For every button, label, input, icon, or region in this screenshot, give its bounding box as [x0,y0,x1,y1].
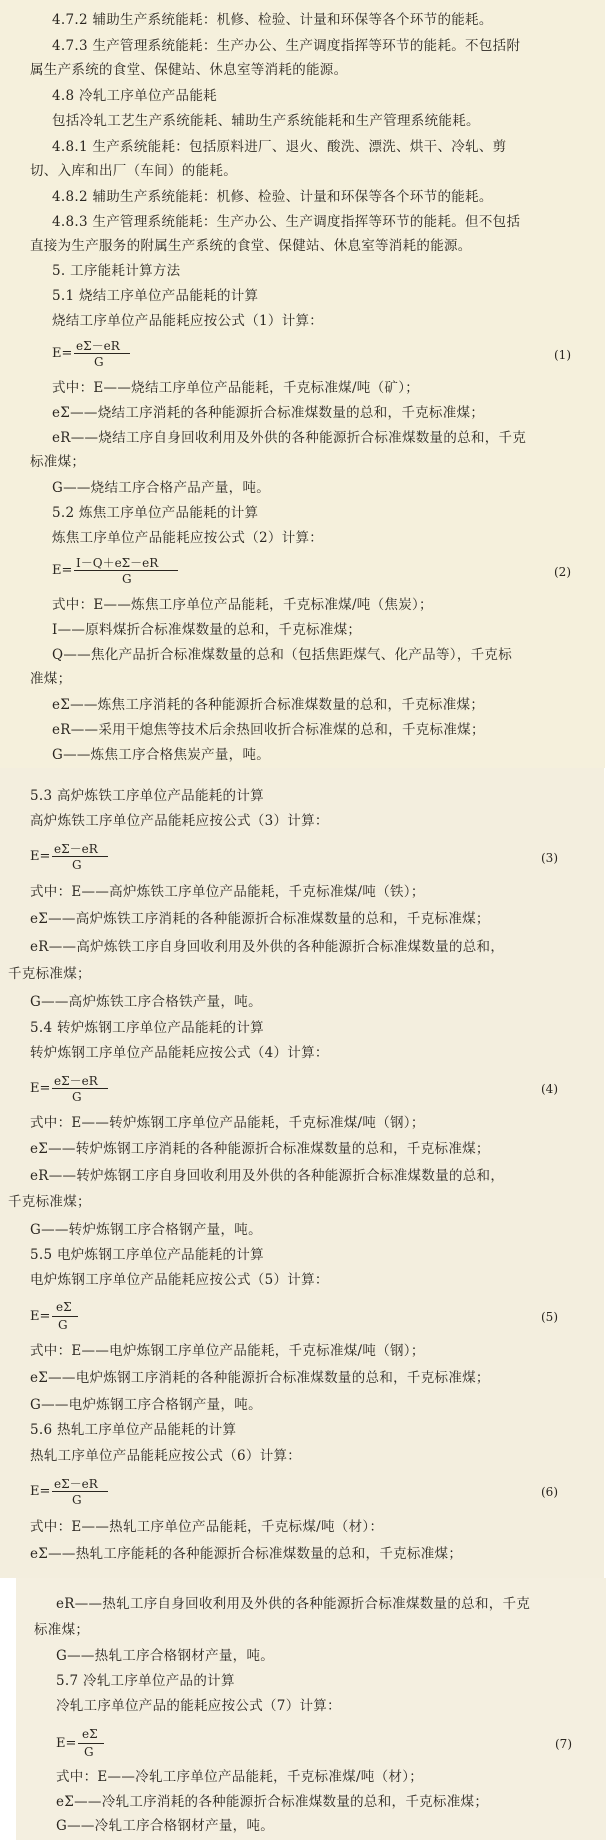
formula-numerator: eΣ [82,1727,98,1741]
formula-numerator: eΣ－eR [54,1477,98,1491]
clause-4-8-3-cont: 直接为生产服务的附属生产系统的食堂、保健站、休息室等消耗的能源。 [30,238,472,254]
where-g-5: G——电炉炼钢工序合格钢产量，吨。 [30,1397,262,1413]
clause-4-7-3: 4.7.3 生产管理系统能耗：生产办公、生产调度指挥等环节的能耗。不包括附 [52,38,521,54]
where-esum-7: eΣ——冷轧工序消耗的各种能源折合标准煤数量的总和，千克标准煤； [56,1794,489,1810]
where-er-6-cont: 标准煤； [34,1622,90,1638]
where-e-5: 式中：E——电炉炼钢工序单位产品能耗，千克标准煤/吨（钢）； [30,1343,425,1359]
where-e-3: 式中：E——高炉炼铁工序单位产品能耗，千克标准煤/吨（铁）； [30,884,425,900]
where-esum-2: eΣ——炼焦工序消耗的各种能源折合标准煤数量的总和，千克标准煤； [52,697,485,713]
formula-denominator: G [72,1493,82,1507]
formula-number-2: (2) [554,565,571,579]
paragraph-4-8: 包括冷轧工艺生产系统能耗、辅助生产系统能耗和生产管理系统能耗。 [52,113,480,129]
formula-number-7: (7) [555,1737,572,1751]
where-esum-1: eΣ——烧结工序消耗的各种能源折合标准煤数量的总和，千克标准煤； [52,405,485,421]
where-er-2: eR——采用干熄焦等技术后余热回收折合标准煤的总和，千克标准煤； [52,722,485,738]
fraction-bar [78,1743,104,1744]
clause-4-8-3: 4.8.3 生产管理系统能耗：生产办公、生产调度指挥等环节的能耗。但不包括 [52,214,521,230]
where-er-3-cont: 千克标准煤； [8,966,91,982]
formula-denominator: G [58,1318,68,1332]
formula-number-6: (6) [541,1485,558,1499]
where-g-7: G——冷轧工序合格钢材产量，吨。 [56,1818,275,1834]
where-i-2: I——原料煤折合标准煤数量的总和，千克标准煤； [52,622,362,638]
formula-number-3: (3) [541,851,558,865]
where-er-1-cont: 标准煤； [30,454,86,470]
formula-numerator: I－Q＋eΣ－eR [76,556,159,570]
formula-numerator: eΣ－eR [54,842,98,856]
where-er-4: eR——转炉炼钢工序自身回收利用及外供的各种能源折合标准煤数量的总和， [30,1168,505,1184]
formula-lhs: E= [30,1081,51,1096]
formula-lhs: E= [30,1309,51,1324]
where-e-1: 式中：E——烧结工序单位产品能耗，千克标准煤/吨（矿）； [52,380,420,396]
formula-7-intro: 冷轧工序单位产品的能耗应按公式（7）计算： [56,1698,341,1714]
where-q-2: Q——焦化产品折合标准煤数量的总和（包括焦距煤气、化产品等），千克标 [52,647,513,663]
where-g-3: G——高炉炼铁工序合格铁产量，吨。 [30,994,262,1010]
where-q-2-cont: 准煤； [30,671,72,687]
fraction-bar [52,1491,108,1492]
fraction-bar [74,570,178,571]
where-er-1: eR——烧结工序自身回收利用及外供的各种能源折合标准煤数量的总和，千克 [52,430,527,446]
heading-5-5: 5.5 电炉炼钢工序单位产品能耗的计算 [30,1247,264,1263]
heading-5: 5. 工序能耗计算方法 [52,263,181,279]
where-g-4: G——转炉炼钢工序合格钢产量，吨。 [30,1222,262,1238]
where-er-4-cont: 千克标准煤； [8,1194,91,1210]
fraction-bar [52,1316,78,1317]
clause-4-7-2: 4.7.2 辅助生产系统能耗：机修、检验、计量和环保等各个环节的能耗。 [52,12,493,28]
formula-denominator: G [84,1745,94,1759]
heading-4-8: 4.8 冷轧工序单位产品能耗 [52,88,217,104]
formula-3-intro: 高炉炼铁工序单位产品能耗应按公式（3）计算： [30,813,329,829]
formula-lhs: E= [30,849,51,864]
where-esum-3: eΣ——高炉炼铁工序消耗的各种能源折合标准煤数量的总和，千克标准煤； [30,911,490,927]
fraction-bar [74,353,130,354]
where-e-7: 式中：E——冷轧工序单位产品能耗，千克标准煤/吨（材）； [56,1769,424,1785]
fraction-bar [52,856,108,857]
formula-number-1: (1) [554,348,571,362]
formula-denominator: G [122,572,132,586]
clause-4-8-1-cont: 切、入库和出厂（车间）的能耗。 [30,163,237,179]
heading-5-7: 5.7 冷轧工序单位产品的计算 [56,1673,235,1689]
formula-6-intro: 热轧工序单位产品能耗应按公式（6）计算： [30,1448,302,1464]
where-e-6: 式中：E——热轧工序单位产品能耗，千克标煤/吨（材）： [30,1519,384,1535]
formula-numerator: eΣ [56,1300,72,1314]
where-esum-4: eΣ——转炉炼钢工序消耗的各种能源折合标准煤数量的总和，千克标准煤； [30,1141,490,1157]
formula-lhs: E= [52,563,73,578]
where-g-6: G——热轧工序合格钢材产量，吨。 [56,1648,275,1664]
where-er-3: eR——高炉炼铁工序自身回收利用及外供的各种能源折合标准煤数量的总和， [30,939,505,955]
where-e-4: 式中：E——转炉炼钢工序单位产品能耗，千克标准煤/吨（钢）； [30,1115,425,1131]
clause-4-7-3-cont: 属生产系统的食堂、保健站、休息室等消耗的能源。 [30,62,348,78]
heading-5-4: 5.4 转炉炼钢工序单位产品能耗的计算 [30,1020,264,1036]
heading-5-6: 5.6 热轧工序单位产品能耗的计算 [30,1422,237,1438]
clause-4-8-1: 4.8.1 生产系统能耗：包括原料进厂、退火、酸洗、漂洗、烘干、冷轧、剪 [52,139,507,155]
formula-1-intro: 烧结工序单位产品能耗应按公式（1）计算： [52,313,324,329]
formula-denominator: G [94,355,104,369]
formula-5-intro: 电炉炼钢工序单位产品能耗应按公式（5）计算： [30,1272,329,1288]
where-g-1: G——烧结工序合格产品产量，吨。 [52,480,271,496]
formula-numerator: eΣ－eR [54,1074,98,1088]
heading-5-1: 5.1 烧结工序单位产品能耗的计算 [52,288,259,304]
formula-number-4: (4) [541,1082,558,1096]
formula-number-5: (5) [541,1310,558,1324]
clause-4-8-2: 4.8.2 辅助生产系统能耗：机修、检验、计量和环保等各个环节的能耗。 [52,189,493,205]
where-e-2: 式中：E——炼焦工序单位产品能耗，千克标准煤/吨（焦炭）； [52,597,433,613]
where-er-6: eR——热轧工序自身回收利用及外供的各种能源折合标准煤数量的总和，千克 [56,1596,531,1612]
where-esum-6: eΣ——热轧工序能耗的各种能源折合标准煤数量的总和，千克标准煤； [30,1546,463,1562]
where-esum-5: eΣ——电炉炼钢工序消耗的各种能源折合标准煤数量的总和，千克标准煤； [30,1370,490,1386]
formula-2-intro: 炼焦工序单位产品能耗应按公式（2）计算： [52,530,324,546]
formula-4-intro: 转炉炼钢工序单位产品能耗应按公式（4）计算： [30,1045,329,1061]
formula-lhs: E= [52,346,73,361]
formula-denominator: G [72,858,82,872]
formula-denominator: G [72,1090,82,1104]
formula-numerator: eΣ－eR [76,339,120,353]
where-g-2: G——炼焦工序合格焦炭产量，吨。 [52,747,271,763]
heading-5-3: 5.3 高炉炼铁工序单位产品能耗的计算 [30,788,264,804]
formula-lhs: E= [56,1736,77,1751]
heading-5-2: 5.2 炼焦工序单位产品能耗的计算 [52,505,259,521]
fraction-bar [52,1088,108,1089]
formula-lhs: E= [30,1484,51,1499]
